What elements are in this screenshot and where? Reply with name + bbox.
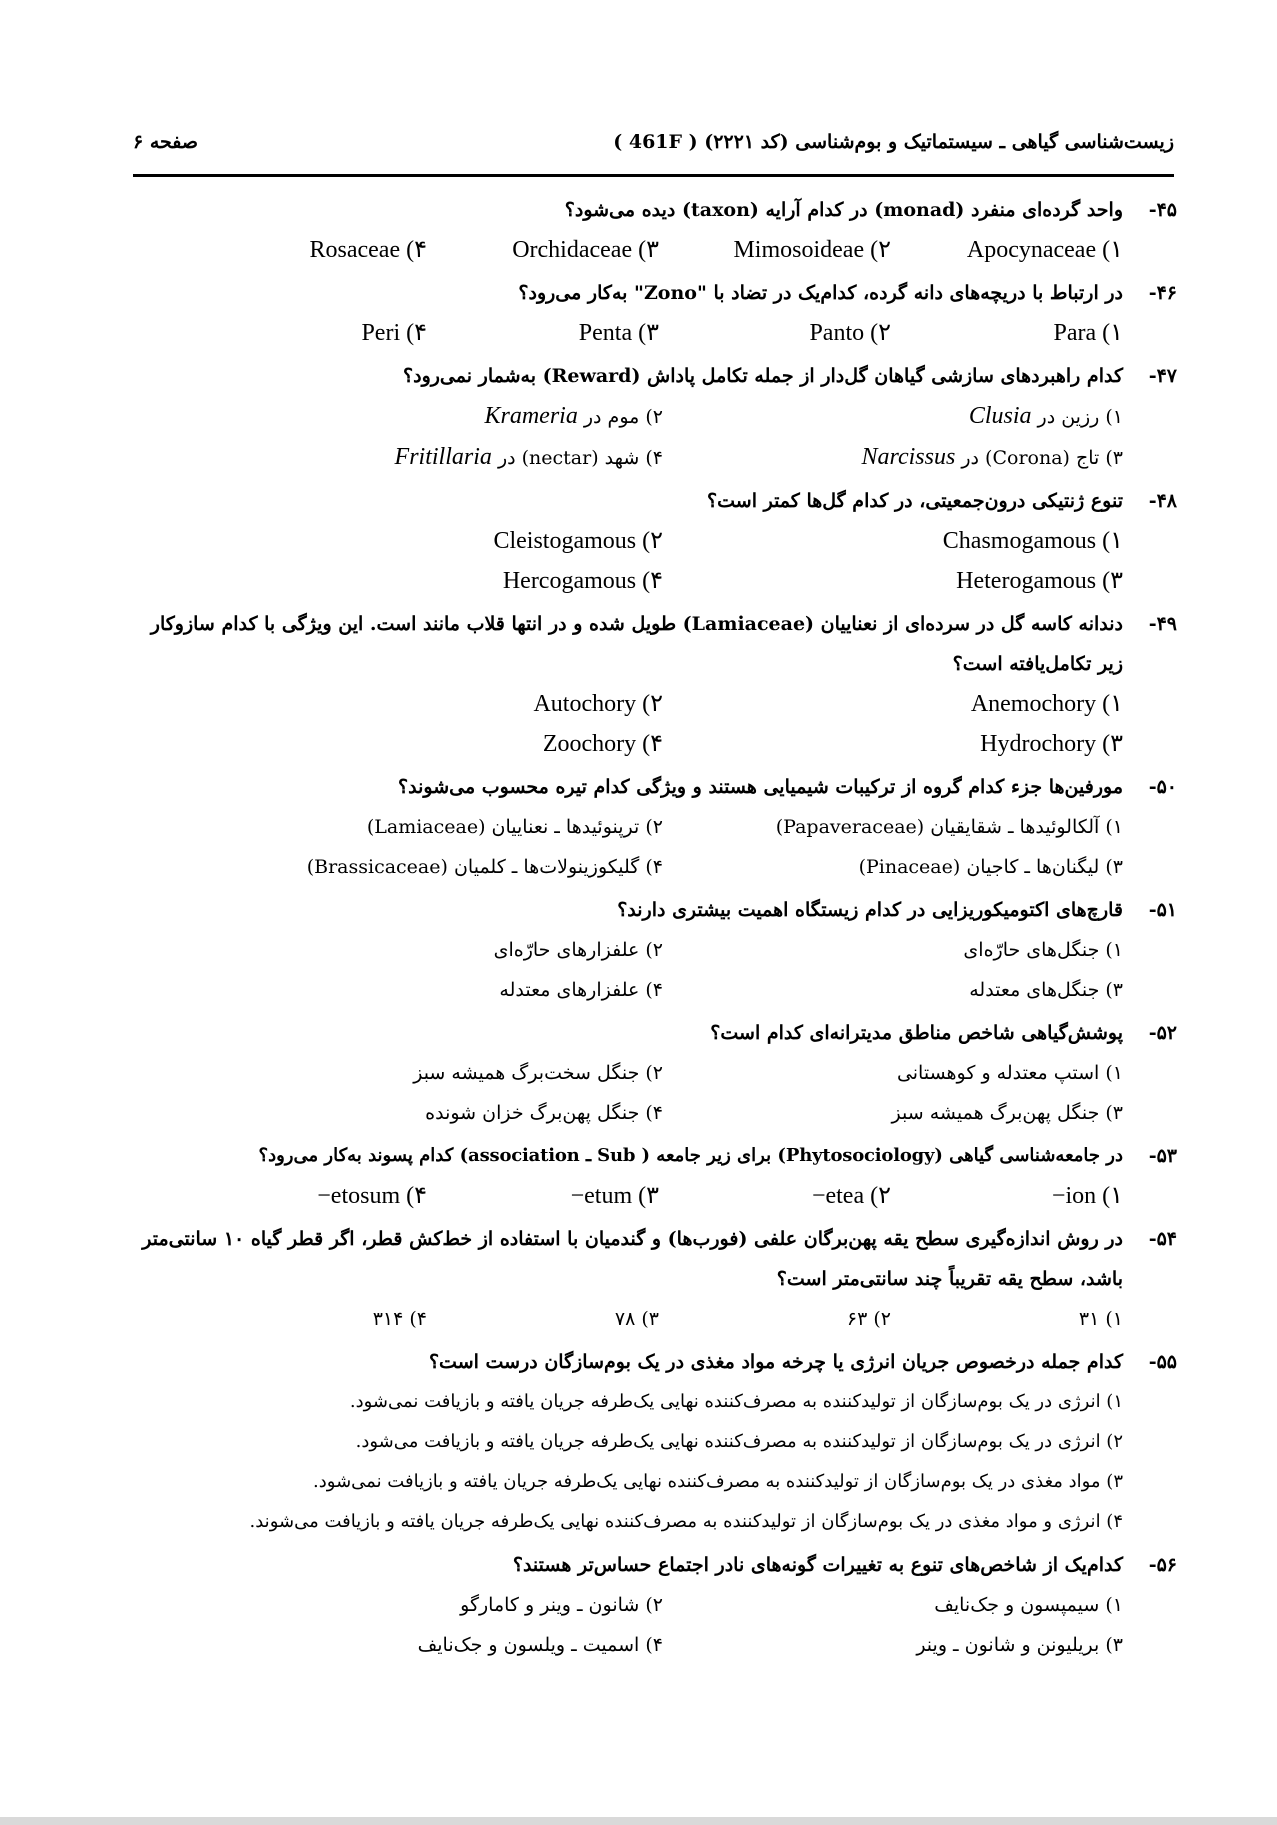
option-3[interactable]: ۳) مواد مغذی در یک بوم‌سازگان از تولیدکننده به مصرف‌کننده نهایی یک‌طرفه جریان یافته و بازیافت نمی‌شود.: [313, 1471, 1123, 1492]
question-45: [122, 190, 1177, 270]
question-stem: مورفین‌ها جزء کدام گروه از ترکیبات شیمیایی هستند و ویژگی کدام تیره محسوب می‌شوند؟: [398, 776, 1123, 798]
header-rule: [133, 174, 1174, 177]
option-2[interactable]: Panto (۲: [809, 320, 891, 346]
option-4[interactable]: ۴) اسمیت ـ ویلسون و جک‌نایف: [417, 1634, 663, 1656]
question-stem: کدام‌یک از شاخص‌های تنوع به تغییرات گونه‌های نادر اجتماع حساس‌تر هستند؟: [512, 1554, 1123, 1576]
question-stem: قارچ‌های اکتومیکوریزایی در کدام زیستگاه اهمیت بیشتری دارند؟: [617, 899, 1123, 921]
option-3[interactable]: ۳) ۷۸: [614, 1308, 659, 1330]
option-3[interactable]: Heterogamous (۳: [956, 568, 1123, 594]
option-4[interactable]: [122, 437, 663, 478]
option-2[interactable]: ۲) علفزارهای حارّه‌ای: [493, 939, 663, 961]
option-text: ۴) شهد (nectar) در: [491, 447, 663, 469]
option-text: ۱) رزین در: [1031, 406, 1123, 428]
question-stem: پوشش‌گیاهی شاخص مناطق مدیترانه‌ای کدام است؟: [710, 1022, 1123, 1044]
bottom-bar: [0, 1817, 1277, 1825]
question-number: ۵۲-: [1148, 1022, 1177, 1044]
option-2[interactable]: ۲) انرژی در یک بوم‌سازگان از تولیدکننده به مصرف‌کننده نهایی یک‌طرفه جریان یافته و بازیافت می‌شود.: [355, 1431, 1123, 1452]
option-4[interactable]: Rosaceae (۴: [309, 237, 427, 263]
option-4[interactable]: Zoochory (۴: [542, 731, 663, 757]
option-1[interactable]: Anemochory (۱: [970, 691, 1123, 717]
option-1[interactable]: ۱) جنگل‌های حارّه‌ای: [963, 939, 1123, 961]
question-stem: دندانه کاسه گل در سرده‌ای از نعناییان (Lamiaceae) طویل شده و در انتها قلاب مانند است. این ویژگی با کدام سازوکار زیر تکامل‌یافته است؟: [150, 613, 1123, 675]
option-4[interactable]: ۴) علفزارهای معتدله: [499, 979, 663, 1001]
option-3[interactable]: ۳) جنگل پهن‌برگ همیشه سبز: [891, 1102, 1123, 1124]
question-number: ۴۶-: [1148, 282, 1177, 304]
question-54: [122, 1219, 1177, 1339]
option-1[interactable]: Apocynaceae (۱: [966, 237, 1123, 263]
header-title: زیست‌شناسی گیاهی ـ سیستماتیک و بوم‌شناسی (کد ۲۲۲۱) ( 461F ): [613, 131, 1174, 153]
option-3[interactable]: Hydrochory (۳: [980, 731, 1123, 757]
option-4[interactable]: Peri (۴: [361, 320, 427, 346]
question-number: ۵۴-: [1148, 1228, 1177, 1250]
question-52: [122, 1013, 1177, 1133]
question-number: ۵۵-: [1148, 1351, 1177, 1373]
question-51: [122, 890, 1177, 1010]
option-2[interactable]: ۲) ۶۳: [846, 1308, 891, 1330]
option-3[interactable]: ۳) بریلیونن و شانون ـ وینر: [916, 1634, 1123, 1656]
option-3[interactable]: Orchidaceae (۳: [512, 237, 659, 263]
option-3[interactable]: ۳) جنگل‌های معتدله: [969, 979, 1123, 1001]
question-49: [122, 604, 1177, 764]
option-3[interactable]: Penta (۳: [578, 320, 659, 346]
question-48: [122, 481, 1177, 601]
option-3[interactable]: ۳) لیگنان‌ها ـ کاجیان (Pinaceae): [858, 856, 1123, 878]
option-2[interactable]: ‎−etea (۲: [811, 1183, 891, 1209]
option-4[interactable]: ۴) جنگل پهن‌برگ خزان شونده: [425, 1102, 663, 1124]
question-stem: در جامعه‌شناسی گیاهی (Phytosociology) برای زیر جامعه ( Sub ـ association) کدام پسوند به‌کار می‌رود؟: [258, 1145, 1123, 1166]
question-number: ۴۵-: [1148, 199, 1177, 221]
option-2[interactable]: ۲) ترپنوئیدها ـ نعناییان (Lamiaceae): [366, 816, 663, 838]
genus-name: Fritillaria: [394, 444, 492, 470]
option-2[interactable]: Autochory (۲: [533, 691, 663, 717]
question-number: ۵۳-: [1148, 1145, 1177, 1167]
option-4[interactable]: Hercogamous (۴: [502, 568, 663, 594]
question-number: ۵۶-: [1148, 1554, 1177, 1576]
question-number: ۴۹-: [1148, 613, 1177, 635]
question-stem: کدام جمله درخصوص جریان انرژی یا چرخه مواد مغذی در یک بوم‌سازگان درست است؟: [428, 1351, 1123, 1373]
option-text: ۲) موم در: [577, 406, 663, 428]
option-3[interactable]: [663, 437, 1123, 478]
question-56: [122, 1545, 1177, 1665]
genus-name: Krameria: [484, 403, 578, 429]
option-3[interactable]: ‎−etum (۳: [570, 1183, 659, 1209]
question-stem: واحد گرده‌ای منفرد (monad) در کدام آرایه (taxon) دیده می‌شود؟: [564, 199, 1123, 221]
option-2[interactable]: Mimosoideae (۲: [733, 237, 891, 263]
option-text: ۳) تاج (Corona) در: [955, 447, 1123, 469]
question-55: [122, 1342, 1177, 1542]
option-2[interactable]: [122, 396, 663, 437]
option-1[interactable]: ۱) استپ معتدله و کوهستانی: [896, 1062, 1123, 1084]
questions: [122, 190, 1177, 1668]
option-2[interactable]: Cleistogamous (۲: [493, 528, 663, 554]
option-1[interactable]: ۱) انرژی در یک بوم‌سازگان از تولیدکننده به مصرف‌کننده نهایی یک‌طرفه جریان یافته و بازیافت نمی‌شود.: [349, 1391, 1123, 1412]
question-47: [122, 356, 1177, 478]
genus-name: Clusia: [968, 403, 1032, 429]
page-header: [133, 122, 1174, 162]
page-number: صفحه ۶: [133, 131, 199, 153]
option-1[interactable]: Para (۱: [1053, 320, 1123, 346]
option-1[interactable]: ۱) آلکالوئیدها ـ شقایقیان (Papaveraceae): [775, 816, 1123, 838]
option-2[interactable]: ۲) جنگل سخت‌برگ همیشه سبز: [413, 1062, 663, 1084]
question-50: [122, 767, 1177, 887]
option-2[interactable]: ۲) شانون ـ وینر و کامارگو: [460, 1594, 663, 1616]
question-46: [122, 273, 1177, 353]
question-number: ۵۰-: [1148, 776, 1177, 798]
question-number: ۴۸-: [1148, 490, 1177, 512]
question-stem: تنوع ژنتیکی درون‌جمعیتی، در کدام گل‌ها کمتر است؟: [707, 490, 1123, 512]
genus-name: Narcissus: [861, 444, 956, 470]
option-1[interactable]: ‎−ion (۱: [1051, 1183, 1123, 1209]
option-1[interactable]: ۱) ۳۱: [1078, 1308, 1123, 1330]
option-4[interactable]: ۴) گلیکوزینولات‌ها ـ کلمیان (Brassicaceae): [306, 856, 663, 878]
question-stem: کدام راهبردهای سازشی گیاهان گل‌دار از جمله تکامل پاداش (Reward) به‌شمار نمی‌رود؟: [403, 365, 1123, 387]
question-stem: در ارتباط با دریچه‌های دانه گرده، کدام‌یک در تضاد با "Zono" به‌کار می‌رود؟: [518, 282, 1123, 304]
option-4[interactable]: ۴) انرژی و مواد مغذی در یک بوم‌سازگان از تولیدکننده به مصرف‌کننده نهایی یک‌طرفه جریان یافته و بازیافت می‌شوند.: [249, 1511, 1123, 1532]
question-53: [122, 1136, 1177, 1216]
question-number: ۵۱-: [1148, 899, 1177, 921]
option-4[interactable]: ‎−etosum (۴: [317, 1183, 427, 1209]
question-number: ۴۷-: [1148, 365, 1177, 387]
option-4[interactable]: ۴) ۳۱۴: [372, 1308, 427, 1330]
option-1[interactable]: Chasmogamous (۱: [942, 528, 1123, 554]
question-stem: در روش اندازه‌گیری سطح یقه پهن‌برگان علفی (فورب‌ها) و گندمیان با استفاده از خط‌کش قطر، اگر قطر گیاه ۱۰ سانتی‌متر باشد، سطح یقه تقریباً چند سانتی‌متر است؟: [142, 1228, 1123, 1290]
option-1[interactable]: [663, 396, 1123, 437]
option-1[interactable]: ۱) سیمپسون و جک‌نایف: [934, 1594, 1123, 1616]
